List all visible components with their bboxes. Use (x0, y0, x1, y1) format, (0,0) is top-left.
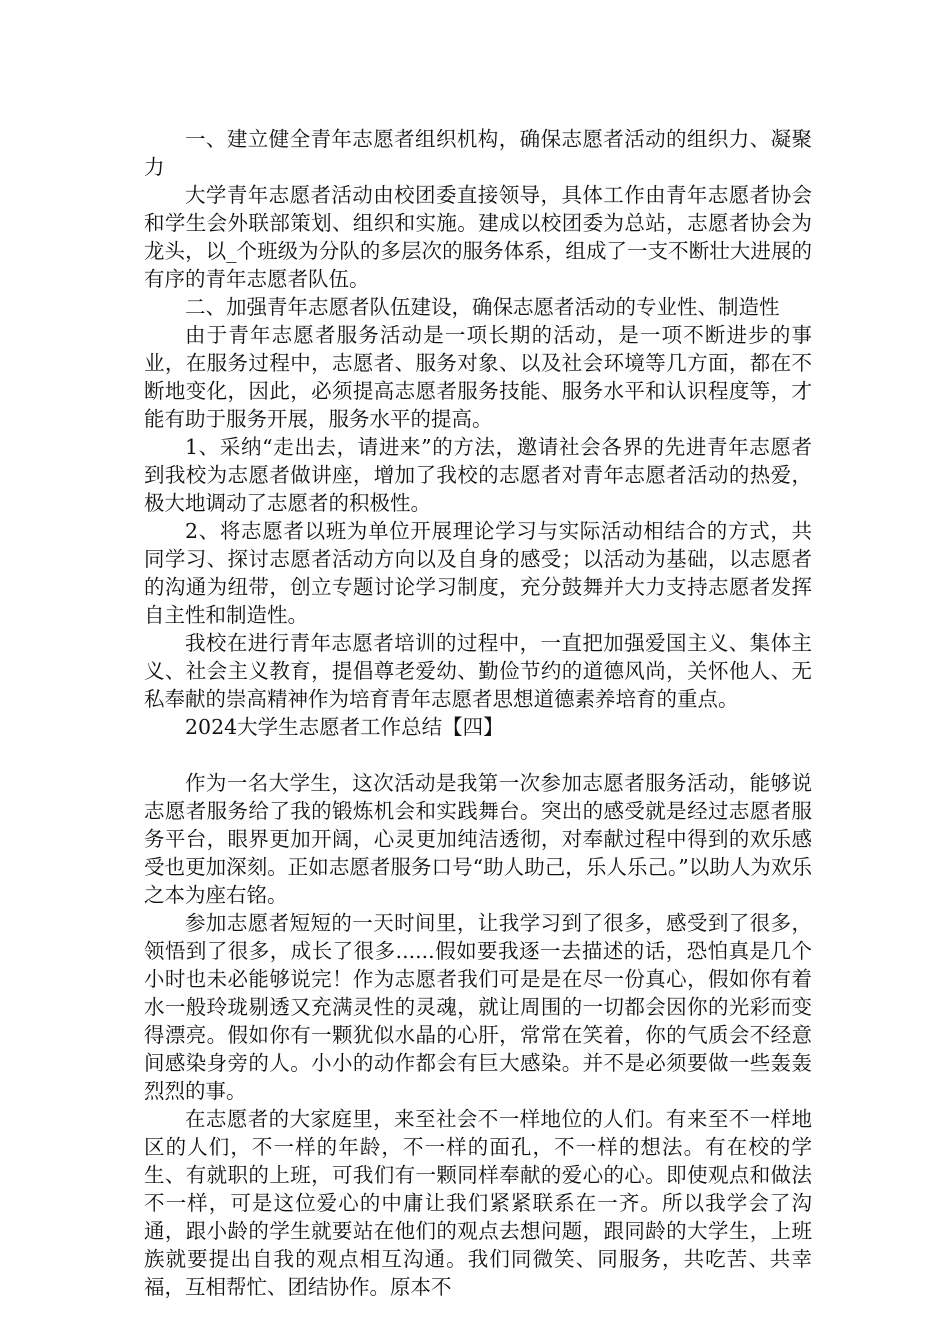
body-paragraph: 大学青年志愿者活动由校团委直接领导，具体工作由青年志愿者协会和学生会外联部策划、组织和实施。建成以校团委为总站，志愿者协会为龙头，以_个班级为分队的多层次的服务体系，组成了一支不断壮大进展的有序的青年志愿者队伍。 (144, 183, 812, 291)
body-paragraph: 我校在进行青年志愿者培训的过程中，一直把加强爱国主义、集体主义、社会主义教育，提倡尊老爱幼、勤俭节约的道德风尚，关怀他人、无私奉献的崇高精神作为培育青年志愿者思想道德素养培育的重点。 (144, 631, 812, 711)
section-heading-2: 二、加强青年志愿者队伍建设，确保志愿者活动的专业性、制造性 (185, 295, 780, 319)
section-heading-1: 一、建立健全青年志愿者组织机构，确保志愿者活动的组织力、凝聚力 (144, 127, 812, 179)
document-body (144, 125, 812, 1301)
document-section-title: 2024大学生志愿者工作总结【四】 (185, 715, 504, 739)
body-paragraph: 作为一名大学生，这次活动是我第一次参加志愿者服务活动，能够说志愿者服务给了我的锻炼机会和实践舞台。突出的感受就是经过志愿者服务平台，眼界更加开阔，心灵更加纯洁透彻，对奉献过程中得到的欢乐感受也更加深刻。正如志愿者服务口号“助人助己，乐人乐己。”以助人为欢乐之本为座右铭。 (144, 771, 812, 907)
body-paragraph: 由于青年志愿者服务活动是一项长期的活动，是一项不断进步的事业，在服务过程中，志愿者、服务对象、以及社会环境等几方面，都在不断地变化，因此，必须提高志愿者服务技能、服务水平和认识程度等，才能有助于服务开展，服务水平的提高。 (144, 323, 812, 431)
list-item-2: 2、将志愿者以班为单位开展理论学习与实际活动相结合的方式，共同学习、探讨志愿者活动方向以及自身的感受；以活动为基础，以志愿者的沟通为纽带，创立专题讨论学习制度，充分鼓舞并大力支持志愿者发挥自主性和制造性。 (144, 519, 812, 627)
body-paragraph: 在志愿者的大家庭里，来至社会不一样地位的人们。有来至不一样地区的人们，不一样的年龄，不一样的面孔，不一样的想法。有在校的学生、有就职的上班，可我们有一颗同样奉献的爱心的心。即使观点和做法不一样，可是这位爱心的中庸让我们紧紧联系在一齐。所以我学会了沟通，跟小龄的学生就要站在他们的观点去想问题，跟同龄的大学生，上班族就要提出自我的观点相互沟通。我们同微笑、同服务，共吃苦、共幸福，互相帮忙、团结协作。原本不 (144, 1107, 812, 1299)
list-item-1: 1、采纳“走出去，请进来”的方法，邀请社会各界的先进青年志愿者到我校为志愿者做讲座，增加了我校的志愿者对青年志愿者活动的热爱，极大地调动了志愿者的积极性。 (144, 435, 812, 515)
body-paragraph: 参加志愿者短短的一天时间里，让我学习到了很多，感受到了很多，领悟到了很多，成长了很多......假如要我逐一去描述的话，恐怕真是几个小时也未必能够说完！作为志愿者我们可是是在尽一份真心，假如你有着水一般玲珑剔透又充满灵性的灵魂，就让周围的一切都会因你的光彩而变得漂亮。假如你有一颗犹似水晶的心肝，常常在笑着，你的气质会不经意间感染身旁的人。小小的动作都会有巨大感染。并不是必须要做一些轰轰烈烈的事。 (144, 911, 812, 1103)
